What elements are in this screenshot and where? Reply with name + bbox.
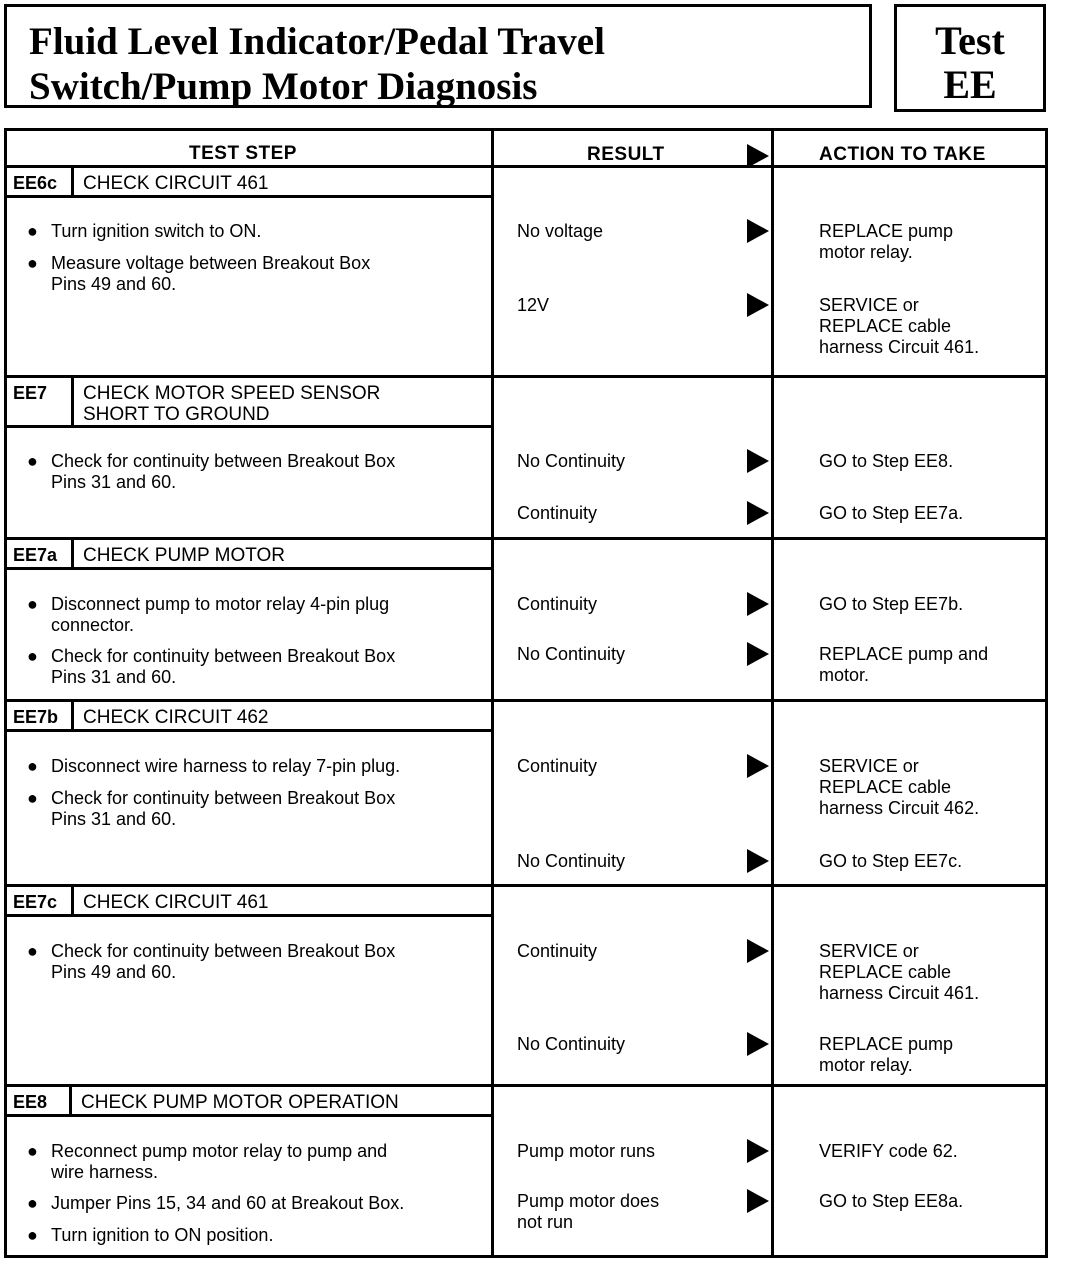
arrow-icon <box>747 1189 769 1213</box>
text-line: Disconnect pump to motor relay 4-pin plug <box>51 594 390 614</box>
bullet-icon: ● <box>27 221 38 241</box>
step-title-divider <box>7 1114 491 1117</box>
text-line: SERVICE or <box>819 295 919 315</box>
step-instruction <box>51 756 400 777</box>
text-line: No Continuity <box>517 851 626 871</box>
step-id-divider <box>69 1087 72 1117</box>
arrow-icon <box>747 501 769 525</box>
text-line: not run <box>517 1212 574 1232</box>
text-line: connector. <box>51 615 135 635</box>
diagnosis-table <box>4 128 1048 1258</box>
result-text <box>517 1191 659 1233</box>
bullet-icon: ● <box>27 1193 38 1213</box>
text-line: REPLACE cable <box>819 962 952 982</box>
test-id-box <box>894 4 1046 112</box>
step-instruction <box>51 941 395 983</box>
bullet-icon: ● <box>27 1225 38 1245</box>
text-line: Check for continuity between Breakout Box <box>51 941 396 961</box>
step-id-divider <box>71 378 74 428</box>
text-line: motor relay. <box>819 1055 913 1075</box>
text-line: GO to Step EE7b. <box>819 594 964 614</box>
text-line: No voltage <box>517 221 604 241</box>
step-title: CHECK CIRCUIT 461 <box>83 173 269 194</box>
step-instruction <box>51 1141 387 1183</box>
result-text <box>517 756 597 777</box>
text-line: GO to Step EE7c. <box>819 851 963 871</box>
bullet-icon: ● <box>27 451 38 471</box>
text-line: Pins 31 and 60. <box>51 667 177 687</box>
text-line: GO to Step EE7a. <box>819 503 964 523</box>
text-line: VERIFY code 62. <box>819 1141 958 1161</box>
bullet-icon: ● <box>27 594 38 614</box>
header-result: RESULT <box>587 144 665 165</box>
text-line: Turn ignition to ON position. <box>51 1225 274 1245</box>
text-line: Check for continuity between Breakout Box <box>51 646 396 666</box>
bullet-icon: ● <box>27 646 38 666</box>
arrow-icon <box>747 849 769 873</box>
result-text <box>517 1141 655 1162</box>
arrow-icon <box>747 592 769 616</box>
text-line: Pins 31 and 60. <box>51 809 177 829</box>
action-text <box>819 503 963 524</box>
title-line-1: Fluid Level Indicator/Pedal Travel <box>29 20 605 63</box>
row-divider <box>7 537 1045 540</box>
row-divider <box>7 1084 1045 1087</box>
step-title-divider <box>7 729 491 732</box>
row-divider <box>7 884 1045 887</box>
bullet-icon: ● <box>27 1141 38 1161</box>
text-line: REPLACE pump and <box>819 644 989 664</box>
text-line: SERVICE or <box>819 941 919 961</box>
title-line-2: Switch/Pump Motor Diagnosis <box>29 65 538 108</box>
bullet-icon: ● <box>27 788 38 808</box>
result-text <box>517 941 597 962</box>
step-title: CHECK MOTOR SPEED SENSOR <box>83 383 381 404</box>
result-text <box>517 644 625 665</box>
step-title-divider <box>7 195 491 198</box>
step-id: EE7c <box>13 892 58 912</box>
step-id: EE6c <box>13 173 58 193</box>
text-line: Check for continuity between Breakout Box <box>51 788 396 808</box>
arrow-icon <box>747 1032 769 1056</box>
text-line: Jumper Pins 15, 34 and 60 at Breakout Box. <box>51 1193 405 1213</box>
step-instruction <box>51 253 370 295</box>
result-text <box>517 851 625 872</box>
text-line: harness Circuit 461. <box>819 983 980 1003</box>
action-text <box>819 756 979 819</box>
arrow-icon <box>747 939 769 963</box>
result-text <box>517 221 603 242</box>
step-instruction <box>51 451 395 493</box>
action-text <box>819 1191 963 1212</box>
text-line: Continuity <box>517 756 598 776</box>
text-line: Reconnect pump motor relay to pump and <box>51 1141 388 1161</box>
bullet-icon: ● <box>27 941 38 961</box>
text-line: GO to Step EE8. <box>819 451 954 471</box>
step-instruction <box>51 221 261 242</box>
step-title-line-2: SHORT TO GROUND <box>83 404 270 425</box>
text-line: Pump motor runs <box>517 1141 656 1161</box>
text-line: Pump motor does <box>517 1191 660 1211</box>
text-line: Continuity <box>517 941 598 961</box>
step-instruction <box>51 1225 273 1246</box>
step-instruction <box>51 1193 404 1214</box>
step-title-divider <box>7 567 491 570</box>
text-line: Continuity <box>517 594 598 614</box>
text-line: No Continuity <box>517 451 626 471</box>
text-line: Continuity <box>517 503 598 523</box>
result-text <box>517 594 597 615</box>
arrow-icon <box>747 219 769 243</box>
result-text <box>517 503 597 524</box>
step-title-divider <box>7 914 491 917</box>
step-id: EE8 <box>13 1092 48 1112</box>
action-text <box>819 594 963 615</box>
text-line: No Continuity <box>517 644 626 664</box>
step-title: CHECK PUMP MOTOR <box>83 545 285 566</box>
text-line: wire harness. <box>51 1162 159 1182</box>
arrow-icon <box>747 293 769 317</box>
text-line: motor relay. <box>819 242 913 262</box>
test-code: EE <box>943 62 997 107</box>
text-line: Measure voltage between Breakout Box <box>51 253 371 273</box>
text-line: 12V <box>517 295 550 315</box>
action-text <box>819 451 953 472</box>
arrow-icon <box>747 642 769 666</box>
step-title: CHECK CIRCUIT 462 <box>83 707 269 728</box>
text-line: REPLACE cable <box>819 777 952 797</box>
result-text <box>517 451 625 472</box>
header-test-step: TEST STEP <box>189 143 297 164</box>
action-text <box>819 644 988 686</box>
action-text <box>819 221 953 263</box>
result-text <box>517 295 549 316</box>
arrow-icon <box>747 754 769 778</box>
text-line: Check for continuity between Breakout Box <box>51 451 396 471</box>
text-line: REPLACE pump <box>819 1034 954 1054</box>
step-id: EE7b <box>13 707 59 727</box>
text-line: SERVICE or <box>819 756 919 776</box>
text-line: Disconnect wire harness to relay 7-pin plug. <box>51 756 401 776</box>
text-line: Pins 49 and 60. <box>51 274 177 294</box>
test-label: Test <box>935 18 1005 63</box>
text-line: REPLACE pump <box>819 221 954 241</box>
text-line: harness Circuit 461. <box>819 337 980 357</box>
action-text <box>819 1034 953 1076</box>
arrow-icon <box>747 1139 769 1163</box>
bullet-icon: ● <box>27 253 38 273</box>
header-action: ACTION TO TAKE <box>819 144 986 165</box>
action-text <box>819 851 962 872</box>
result-text <box>517 1034 625 1055</box>
step-instruction <box>51 594 389 636</box>
text-line: Turn ignition switch to ON. <box>51 221 262 241</box>
title-box <box>4 4 872 108</box>
row-divider <box>7 375 1045 378</box>
text-line: motor. <box>819 665 870 685</box>
row-divider <box>7 699 1045 702</box>
header-divider <box>7 165 1045 168</box>
step-id-divider <box>71 702 74 732</box>
text-line: Pins 49 and 60. <box>51 962 177 982</box>
step-title: CHECK PUMP MOTOR OPERATION <box>81 1092 399 1113</box>
text-line: harness Circuit 462. <box>819 798 980 818</box>
step-id-divider <box>71 887 74 917</box>
action-text <box>819 941 979 1004</box>
text-line: GO to Step EE8a. <box>819 1191 964 1211</box>
step-id-divider <box>71 540 74 570</box>
step-instruction <box>51 646 395 688</box>
step-title: CHECK CIRCUIT 461 <box>83 892 269 913</box>
step-instruction <box>51 788 395 830</box>
text-line: Pins 31 and 60. <box>51 472 177 492</box>
arrow-icon <box>747 449 769 473</box>
text-line: No Continuity <box>517 1034 626 1054</box>
action-text <box>819 295 979 358</box>
text-line: REPLACE cable <box>819 316 952 336</box>
step-id-divider <box>71 168 74 198</box>
bullet-icon: ● <box>27 756 38 776</box>
action-text <box>819 1141 958 1162</box>
step-title-divider <box>7 425 491 428</box>
step-id: EE7 <box>13 383 48 403</box>
page-title <box>29 19 605 109</box>
step-id: EE7a <box>13 545 58 565</box>
